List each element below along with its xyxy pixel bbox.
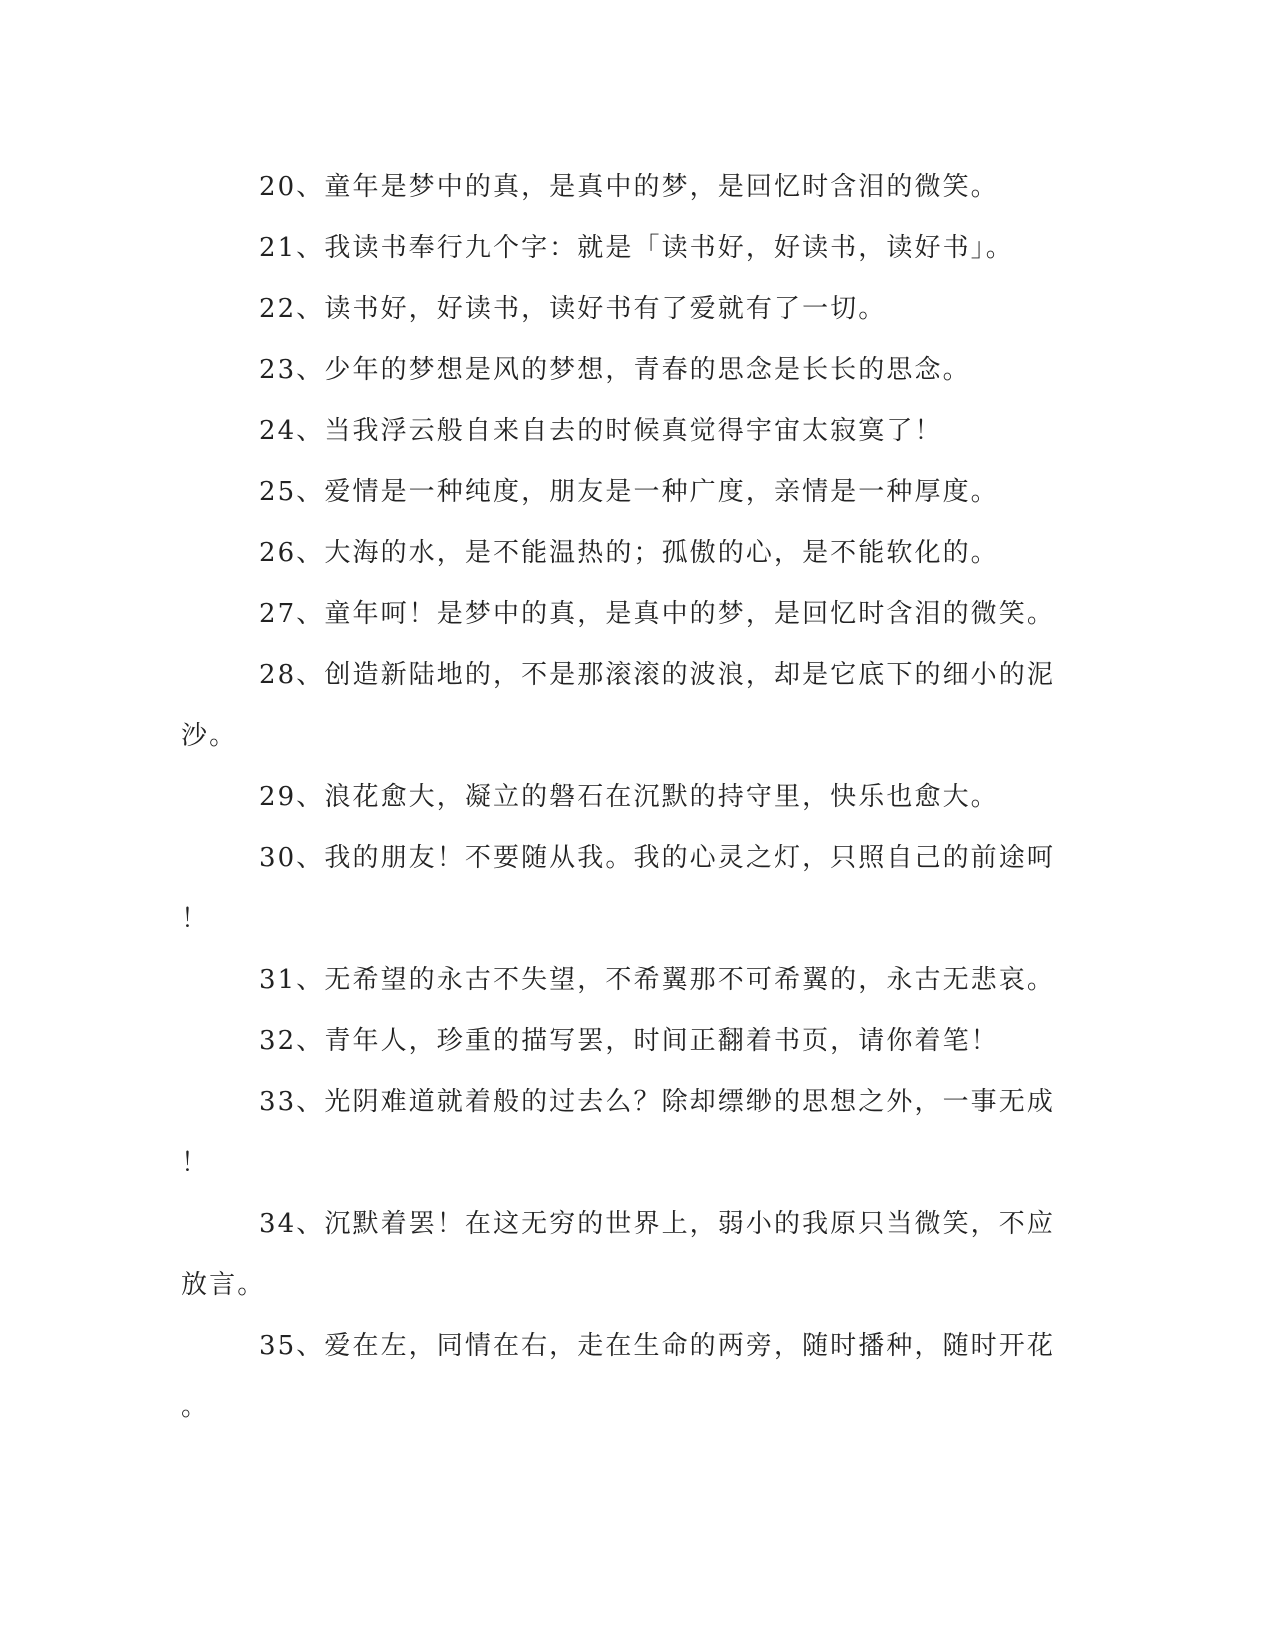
quote-34-continuation: 放言。 [181,1270,266,1300]
quote-32: 32、青年人，珍重的描写罢，时间正翻着书页，请你着笔！ [259,1026,999,1056]
document-body [181,157,1076,1438]
quote-25: 25、爱情是一种纯度，朋友是一种广度，亲情是一种厚度。 [259,477,999,507]
quote-29: 29、浪花愈大，凝立的磐石在沉默的持守里，快乐也愈大。 [259,782,999,812]
quote-20: 20、童年是梦中的真，是真中的梦，是回忆时含泪的微笑。 [259,172,999,202]
quote-35: 35、爱在左，同情在右，走在生命的两旁，随时播种，随时开花 [259,1331,1055,1361]
quote-31: 31、无希望的永古不失望，不希翼那不可希翼的，永古无悲哀。 [259,965,1055,995]
quote-27: 27、童年呵！是梦中的真，是真中的梦，是回忆时含泪的微笑。 [259,599,1055,629]
quote-30-continuation: ！ [181,904,210,934]
quote-24: 24、当我浮云般自来自去的时候真觉得宇宙太寂寞了！ [259,416,943,446]
quote-23: 23、少年的梦想是风的梦想，青春的思念是长长的思念。 [259,355,971,385]
quote-35-continuation: 。 [181,1392,210,1422]
quote-30: 30、我的朋友！不要随从我。我的心灵之灯，只照自己的前途呵 [259,843,1055,873]
quote-21: 21、我读书奉行九个字：就是「读书好，好读书，读好书」。 [259,233,1014,263]
quote-28-continuation: 沙。 [181,721,238,751]
quote-33: 33、光阴难道就着般的过去么？除却缥缈的思想之外，一事无成 [259,1087,1055,1117]
quote-28: 28、创造新陆地的，不是那滚滚的波浪，却是它底下的细小的泥 [259,660,1055,690]
quote-26: 26、大海的水，是不能温热的；孤傲的心，是不能软化的。 [259,538,999,568]
quote-34: 34、沉默着罢！在这无穷的世界上，弱小的我原只当微笑，不应 [259,1209,1055,1239]
quote-22: 22、读书好，好读书，读好书有了爱就有了一切。 [259,294,887,324]
quote-33-continuation: ！ [181,1148,210,1178]
